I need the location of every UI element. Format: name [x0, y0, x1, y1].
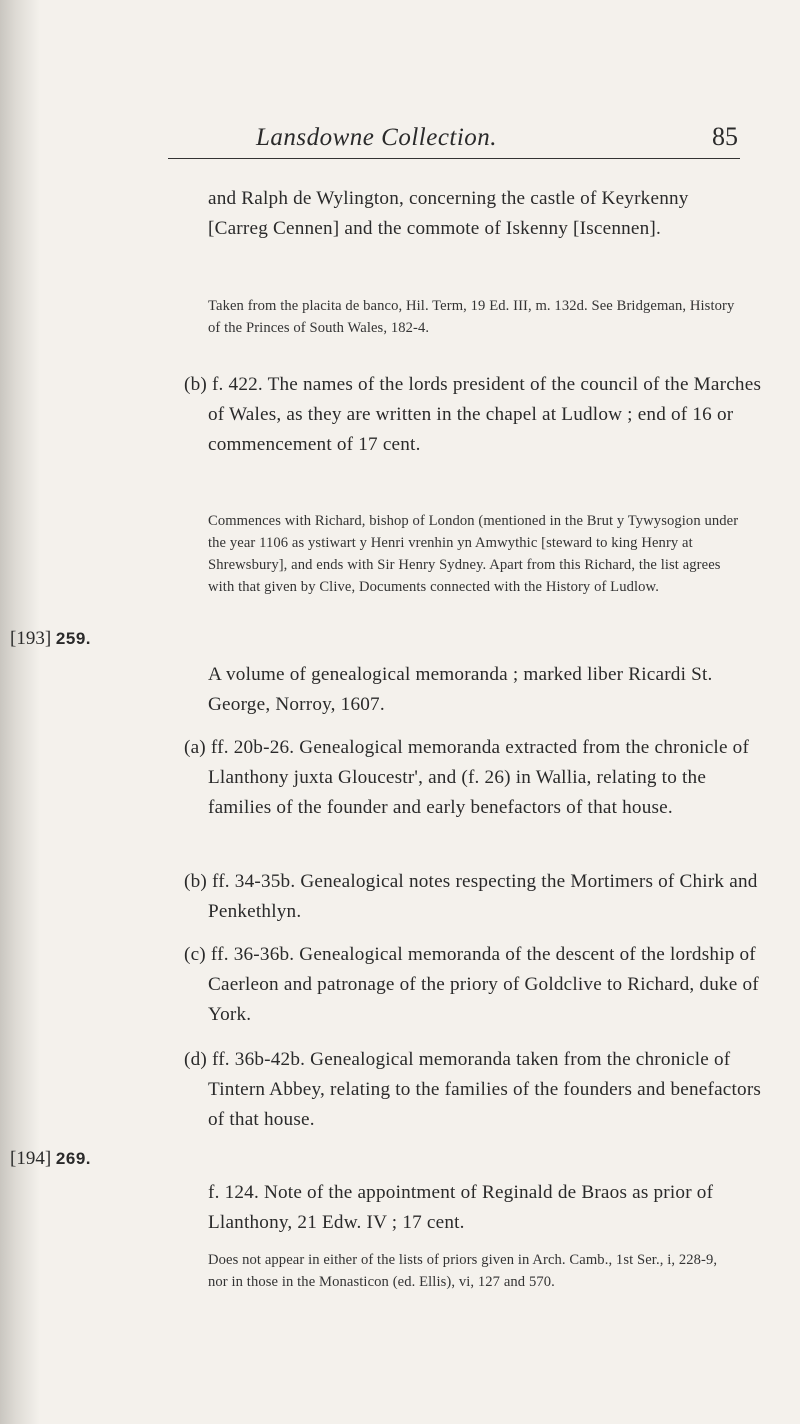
page-number: 85	[712, 122, 738, 151]
footnote-priors: Does not appear in either of the lists of priors given in Arch. Camb., 1st Ser., i, 228-9, nor in those in the Monasticon (ed. Ellis), vi, 127 and 570.	[208, 1252, 718, 1290]
paragraph-f124-note: f. 124. Note of the appointment of Reginald de Braos as prior of Llanthony, 21 Edw. IV ; 17 cent.	[208, 1182, 714, 1233]
binding-shadow	[0, 0, 40, 1424]
paragraph-volume-memoranda: A volume of genealogical memoranda ; marked liber Ricardi St. George, Norroy, 1607.	[208, 664, 713, 715]
entry-number: 259.	[55, 629, 91, 648]
paragraph-continued: and Ralph de Wylington, concerning the castle of Keyrkenny [Carreg Cennen] and the commote of Iskenny [Iscennen].	[208, 188, 689, 239]
paragraph-item-c: (c) ff. 36-36b. Genealogical memoranda of the descent of the lordship of Caerleon and patronage of the priory of Goldclive to Richard, duke of York.	[184, 944, 759, 1025]
paragraph-item-a: (a) ff. 20b-26. Genealogical memoranda extracted from the chronicle of Llanthony juxta Gloucestr', and (f. 26) in Wallia, relating to the families of the founder and early benefactors of that house.	[184, 737, 750, 818]
entry-number: 269.	[55, 1149, 91, 1168]
running-title: Lansdowne Collection.	[256, 124, 498, 151]
paragraph-item-d: (d) ff. 36b-42b. Genealogical memoranda taken from the chronicle of Tintern Abbey, relating to the families of the founders and benefactors of that house.	[184, 1049, 762, 1130]
paragraph-item-b: (b) ff. 34-35b. Genealogical notes respecting the Mortimers of Chirk and Penkethlyn.	[184, 871, 758, 922]
entry-number-259	[10, 628, 91, 650]
paragraph-item-b-f422: (b) f. 422. The names of the lords president of the council of the Marches of Wales, as they are written in the chapel at Ludlow ; end of 16 or commencement of 17 cent.	[184, 374, 762, 455]
footnote-placita: Taken from the placita de banco, Hil. Term, 19 Ed. III, m. 132d. See Bridgeman, History of the Princes of South Wales, 182-4.	[208, 298, 735, 336]
entry-bracket: [193]	[10, 628, 52, 649]
page-header	[168, 122, 740, 159]
footnote-commences: Commences with Richard, bishop of London (mentioned in the Brut y Tywysogion under the year 1106 as ystiwart y Henri vrenhin yn Amwythic [steward to king Henry at Shrewsbury], and ends with Sir Henry Sydney. Apart from this Richard, the list agrees with that given by Clive, Documents connected with the History of Ludlow.	[208, 513, 739, 595]
entry-bracket: [194]	[10, 1148, 52, 1169]
entry-number-269	[10, 1148, 91, 1170]
